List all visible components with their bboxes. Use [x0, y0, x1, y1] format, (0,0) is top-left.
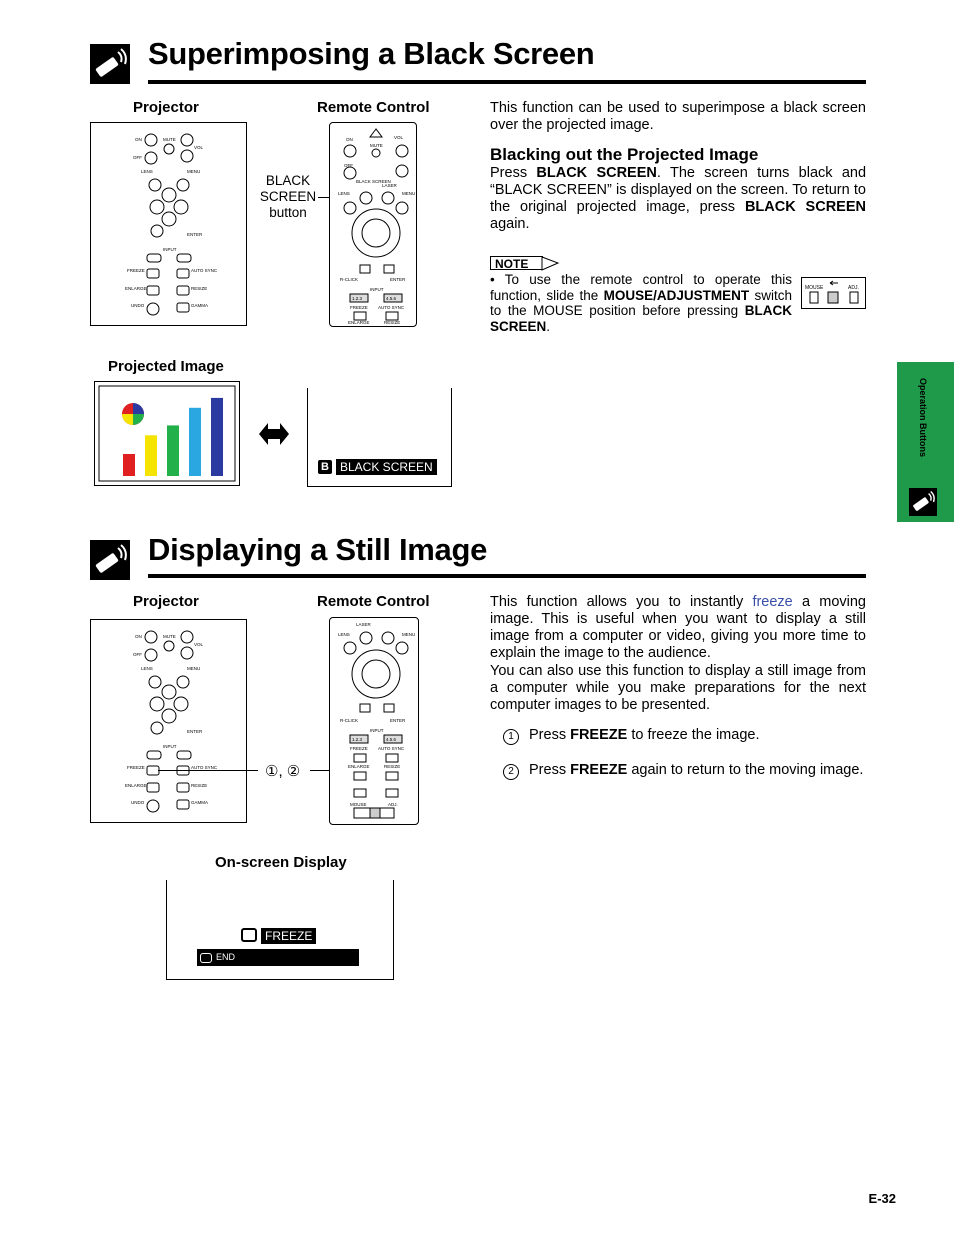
svg-text:FREEZE: FREEZE: [127, 765, 145, 770]
svg-text:VOL: VOL: [394, 135, 404, 140]
svg-text:RESIZE: RESIZE: [191, 783, 208, 788]
svg-text:RESIZE: RESIZE: [384, 764, 401, 769]
remote-control-panel: [329, 122, 417, 327]
black-screen-display: [307, 388, 452, 487]
svg-text:UNDO: UNDO: [131, 800, 145, 805]
step-1: 1 Press FREEZE to freeze the image.: [503, 727, 866, 745]
svg-text:ADJ.: ADJ.: [388, 802, 398, 807]
svg-text:INPUT: INPUT: [370, 287, 384, 292]
svg-text:ON: ON: [135, 137, 142, 142]
svg-text:1.2.3: 1.2.3: [352, 296, 363, 301]
step-callout: ①, ②: [265, 763, 301, 780]
svg-text:LENS: LENS: [141, 169, 153, 174]
svg-text:BLACK SCREEN: BLACK SCREEN: [356, 179, 391, 184]
remote-label: Remote Control: [317, 99, 430, 116]
step-number: 2: [503, 764, 519, 780]
intro-text: This function allows you to instantly freeze a moving image. This is useful when you want to display a still image from a computer or video, giving you more time to explain the image to the audience.: [490, 594, 866, 661]
chart-bar: [189, 408, 201, 476]
svg-text:ENTER: ENTER: [187, 232, 203, 237]
remote-control-icon: [90, 540, 130, 580]
remote-label: Remote Control: [317, 593, 430, 610]
svg-text:LENS: LENS: [338, 191, 350, 196]
svg-text:AUTO SYNC: AUTO SYNC: [378, 305, 405, 310]
svg-text:LENS: LENS: [338, 632, 350, 637]
projector-panel: [90, 122, 247, 326]
svg-text:MOUSE: MOUSE: [350, 802, 367, 807]
step-2: 2 Press FREEZE again to return to the moving image.: [503, 762, 866, 780]
svg-text:R-CLICK: R-CLICK: [340, 277, 359, 282]
end-icon: [200, 953, 212, 963]
svg-text:MUTE: MUTE: [163, 634, 176, 639]
svg-text:OFF: OFF: [133, 652, 142, 657]
end-bar: END: [197, 949, 359, 966]
projected-image-chart: [94, 381, 240, 486]
svg-text:ENLARGE: ENLARGE: [125, 286, 147, 291]
freeze-osd: FREEZE: [261, 928, 316, 944]
svg-text:4.5.6: 4.5.6: [386, 296, 397, 301]
svg-text:INPUT: INPUT: [163, 744, 177, 749]
freeze-connector-line: [158, 770, 258, 771]
svg-text:MUTE: MUTE: [163, 137, 176, 142]
svg-text:ENTER: ENTER: [390, 718, 406, 723]
svg-text:ADJ.: ADJ.: [848, 285, 859, 291]
svg-text:AUTO SYNC: AUTO SYNC: [191, 765, 218, 770]
svg-text:MUTE: MUTE: [370, 143, 383, 148]
svg-text:ENTER: ENTER: [187, 729, 203, 734]
black-screen-callout: BLACK SCREEN button: [259, 173, 317, 220]
svg-text:VOL: VOL: [194, 642, 204, 647]
section-title: Displaying a Still Image: [148, 532, 488, 567]
subheading: Blacking out the Projected Image: [490, 145, 759, 164]
svg-text:ENLARGE: ENLARGE: [348, 764, 370, 769]
toggle-arrows-icon: [259, 419, 289, 454]
svg-text:NOTE: NOTE: [495, 257, 529, 271]
projector-label: Projector: [133, 99, 199, 116]
svg-text:ON: ON: [135, 634, 142, 639]
remote-control-icon: [909, 488, 937, 521]
svg-text:LASER: LASER: [356, 622, 371, 627]
svg-text:MENU: MENU: [187, 666, 201, 671]
svg-text:R-CLICK: R-CLICK: [340, 718, 359, 723]
projected-image-label: Projected Image: [108, 358, 224, 375]
svg-text:AUTO SYNC: AUTO SYNC: [191, 268, 218, 273]
intro-text-2: You can also use this function to display a still image from a computer while you make preparations for the next computer images to be presented.: [490, 663, 866, 713]
intro-text: This function can be used to superimpose a black screen over the projected image.: [490, 100, 866, 133]
pie-icon: [122, 403, 144, 425]
svg-text:LENS: LENS: [141, 666, 153, 671]
svg-text:AUTO SYNC: AUTO SYNC: [378, 746, 405, 751]
title-rule: [148, 574, 866, 578]
instruction-text: Press BLACK SCREEN. The screen turns black and “BLACK SCREEN” is displayed on the screen. To return to the original projected image, press BLACK SCREEN again.: [490, 165, 867, 232]
remote-control-panel: [329, 617, 419, 825]
svg-text:VOL: VOL: [194, 145, 204, 150]
note-text: • To use the remote control to operate this function, slide the MOUSE/ADJUSTMENT switch to the MOUSE position before pressing BLACK SCREEN.: [490, 272, 792, 334]
svg-text:ENLARGE: ENLARGE: [125, 783, 147, 788]
projector-label: Projector: [133, 593, 199, 610]
side-tab-label: Operation Buttons: [918, 378, 928, 457]
svg-text:OFF: OFF: [133, 155, 142, 160]
svg-text:INPUT: INPUT: [163, 247, 177, 252]
svg-text:MOUSE: MOUSE: [805, 285, 824, 291]
freeze-icon: [241, 928, 257, 942]
svg-text:INPUT: INPUT: [370, 728, 384, 733]
svg-text:ON: ON: [346, 137, 353, 142]
freeze-display: [166, 880, 394, 980]
b-icon: B: [318, 460, 332, 474]
chart-bar: [167, 425, 179, 476]
svg-text:ENLARGE: ENLARGE: [348, 320, 370, 325]
svg-text:FREEZE: FREEZE: [350, 305, 368, 310]
svg-text:FREEZE: FREEZE: [350, 746, 368, 751]
chart-bar: [211, 398, 223, 476]
svg-text:4.5.6: 4.5.6: [386, 737, 397, 742]
title-rule: [148, 80, 866, 84]
svg-text:RESIZE: RESIZE: [191, 286, 208, 291]
black-screen-osd: BLACK SCREEN: [336, 459, 437, 475]
svg-text:LASER: LASER: [382, 183, 397, 188]
svg-text:GAMMA: GAMMA: [191, 303, 209, 308]
onscreen-display-label: On-screen Display: [215, 854, 347, 871]
svg-text:UNDO: UNDO: [131, 303, 145, 308]
chart-bar: [123, 454, 135, 476]
glossary-link[interactable]: freeze: [752, 594, 793, 610]
step-number: 1: [503, 729, 519, 745]
chart-bar: [145, 435, 157, 476]
svg-text:MENU: MENU: [402, 191, 416, 196]
svg-text:RESIZE: RESIZE: [384, 320, 401, 325]
svg-text:ENTER: ENTER: [390, 277, 406, 282]
svg-text:GAMMA: GAMMA: [191, 800, 209, 805]
section-title: Superimposing a Black Screen: [148, 36, 595, 71]
projector-panel: [90, 619, 247, 823]
svg-text:MENU: MENU: [402, 632, 416, 637]
svg-text:OFF: OFF: [344, 163, 353, 168]
mouse-adj-switch-icon: [801, 277, 866, 309]
page-number: E-32: [868, 1191, 896, 1206]
svg-text:1.2.3: 1.2.3: [352, 737, 363, 742]
remote-control-icon: [90, 44, 130, 84]
svg-text:MENU: MENU: [187, 169, 201, 174]
svg-text:FREEZE: FREEZE: [127, 268, 145, 273]
bar-chart: [95, 382, 239, 485]
